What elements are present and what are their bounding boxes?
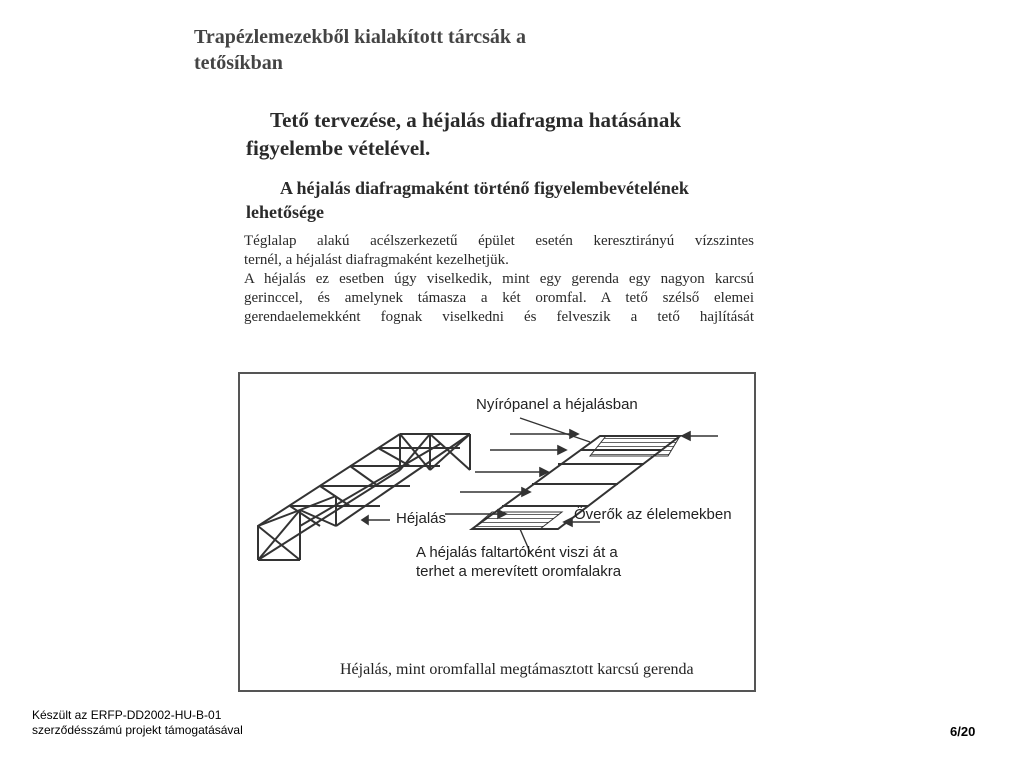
edge-forces-label: Överők az élelemekben: [574, 506, 732, 523]
shear-panel-label: Nyírópanel a héjalásban: [476, 396, 638, 413]
footer-credit-line2: szerződésszámú projekt támogatásával: [32, 723, 243, 737]
footer-credit-line1: Készült az ERFP-DD2002-HU-B-01: [32, 708, 222, 722]
slide-title: Trapézlemezekből kialakított tárcsák a tetősíkban: [194, 26, 526, 74]
roof-diaphragm-diagram: [240, 374, 758, 694]
transfer-label-line2: terhet a merevített oromfalakra: [416, 563, 622, 580]
page-number: 6/20: [950, 724, 976, 739]
paragraph-line: gerinccel, és amelynek támasza a két oromfal. A tető szélső elemei: [244, 290, 754, 306]
cladding-pointer: [362, 516, 390, 524]
footer-credit: [32, 708, 243, 738]
scan-heading: Tető tervezése, a héjalás diafragma hatásának figyelembe vételével.: [246, 108, 682, 160]
diaphragm-figure: [238, 372, 756, 692]
paragraph-line: A héjalás ez esetben úgy viselkedik, mint egy gerenda egy nagyon karcsú: [244, 271, 754, 287]
figure-caption: Héjalás, mint oromfallal megtámasztott karcsú gerenda: [340, 661, 694, 678]
edge-strip-top: [590, 436, 680, 456]
paragraph-line: ternél, a héjalást diafragmaként kezelhetjük.: [244, 252, 509, 268]
paragraph-line: Téglalap alakú acélszerkezetű épület esetén keresztirányú vízszintes: [244, 233, 754, 249]
scan-subheading: A héjalás diafragmaként történő figyelembevételének lehetősége: [246, 178, 689, 222]
steel-frame-drawing: [258, 434, 470, 560]
scan-paragraph: [244, 232, 754, 327]
transfer-label-line1: A héjalás faltartóként viszi át a: [416, 544, 618, 561]
paragraph-line: gerendaelemekként fognak viselkedni és felveszik a tető hajlítását: [244, 309, 754, 325]
cladding-label: Héjalás: [396, 510, 447, 527]
